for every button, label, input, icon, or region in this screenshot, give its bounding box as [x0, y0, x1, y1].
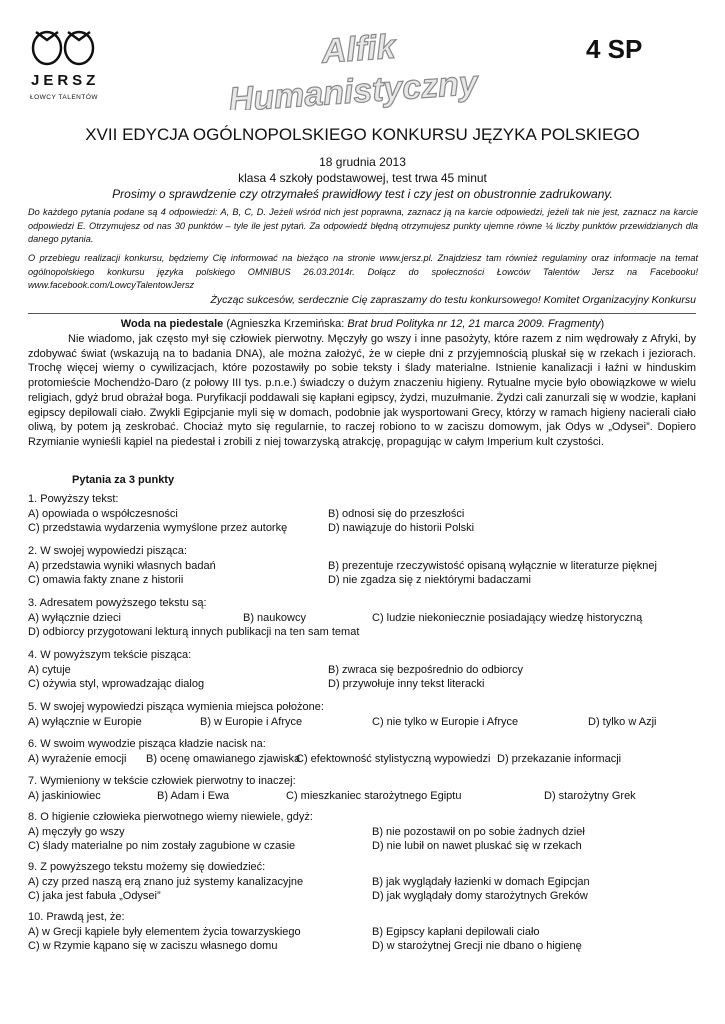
- question-5: [28, 700, 698, 729]
- answer-b: B) zwraca się bezpośrednio do odbiorcy: [328, 663, 524, 676]
- answer-a: A) przedstawia wyniki własnych badań: [28, 559, 216, 572]
- question-text: 5. W swojej wypowiedzi pisząca wymienia miejsca położone:: [28, 701, 324, 713]
- question-text: 7. Wymieniony w tekście człowiek pierwotny to inaczej:: [28, 775, 296, 787]
- answer-a: A) czy przed naszą erą znano już systemy kanalizacyjne: [28, 875, 304, 888]
- greeting-text: Życząc sukcesów, serdecznie Cię zapraszamy do testu konkursowego! Komitet Organizacyjny Konkursu: [210, 294, 696, 306]
- info-text: O przebiegu realizacji konkursu, będziemy Cię informować na bieżąco na stronie www.jersz.pl. Znajdziesz tam również regulaminy oraz informacje na temat ogólnopolskiego konkursu języka polskiego OMNIBUS 26.03.2014r. Dołącz do społeczności Łowców Talentów Jersz na Facebooku! www.facebook.com/LowcyTalentowJersz: [28, 253, 698, 290]
- class-line: klasa 4 szkoły podstawowej, test trwa 45 minut: [238, 171, 487, 185]
- answer-d: D) w starożytnej Grecji nie dbano o higienę: [372, 940, 582, 952]
- answer-a: A) jaskiniowiec: [28, 789, 101, 802]
- question-text: 9. Z powyższego tekstu możemy się dowiedzieć:: [28, 861, 266, 873]
- answer-a: A) wyrażenie emocji: [28, 752, 127, 765]
- text-title: Woda na piedestale: [120, 318, 224, 330]
- answer-b: B) Adam i Ewa: [157, 789, 230, 802]
- answer-a: A) w Grecji kąpiele były elementem życia towarzyskiego: [28, 925, 301, 938]
- answer-b: B) nie pozostawił on po sobie żadnych dzieł: [372, 825, 585, 838]
- answer-d: D) przekazanie informacji: [497, 752, 622, 765]
- answer-b: B) naukowcy: [243, 611, 306, 624]
- contest-logo: [222, 24, 502, 115]
- answer-c: C) efektowność stylistyczną wypowiedzi: [296, 752, 491, 765]
- section-label: Pytania za 3 punkty: [72, 474, 175, 486]
- passage-paragraph: Nie wiadomo, jak często mył się człowiek pierwotny. Męczyły go wszy i inne pasożyty, które razem z nim wędrowały z Afryki, by zdobywać świat (wskazują na to badania DNA), ale można założyć, że w ciepłe dni z przyjemnością pluskał się w rzekach i jeziorach. Trochę więcej wiemy o cywilizacjach, które pozostawiły po sobie teksty i ślady materialne. Istnienie kanalizacji i łaźni w hinduskim protomieście Mochendżo-Daro (z połowy III tys. p.n.e.) świadczy o dużym znaczeniu higieny. Rytualne mycie było obowiązkowe w wielu religiach, gdyż brud obrażał boga. Puryfikacji poddawali się kapłani egipscy, żydzi, muzułmanie. Żydzi cali zanurzali się w wodzie, kapłani egipscy depilowali ciało. Zwykli Egipcjanie myli się w domach, podobnie jak wysportowani Grecy, którzy w ramach higieny nacierali ciało oliwą, by potem ją zeskrobać. Chociaż myto się regularnie, to raczej robiono to w zaciszu domowym, jak Odys w „Odysei”. Dopiero Rzymianie wynieśli kąpiel na piedestał i zrobili z niej towarzyską atrakcję, propagując w całym Imperium kult czystości.: [28, 333, 696, 448]
- page-title: XVII EDYCJA OGÓLNOPOLSKIEGO KONKURSU JĘZYKA POLSKIEGO: [85, 125, 640, 144]
- answer-b: B) w Europie i Afryce: [200, 715, 303, 728]
- answer-b: B) jak wyglądały łazienki w domach Egipcjan: [372, 875, 590, 888]
- question-text: 6. W swoim wywodzie pisząca kładzie nacisk na:: [28, 738, 266, 750]
- answer-a: A) wyłącznie w Europie: [28, 715, 142, 728]
- question-6: [28, 737, 698, 766]
- question-text: 8. O higienie człowieka pierwotnego wiemy niewiele, gdyż:: [28, 811, 313, 823]
- answer-c: C) ożywia styl, wprowadzając dialog: [28, 678, 205, 690]
- answer-a: A) opowiada o współczesności: [28, 507, 178, 520]
- grade-label: 4 SP: [586, 34, 643, 64]
- text-author: (Agnieszka Krzemińska:: [223, 318, 348, 330]
- brand-tagline: ŁOWCY TALENTÓW: [30, 94, 99, 101]
- answer-b: B) ocenę omawianego zjawiska: [146, 752, 301, 765]
- question-1: [28, 492, 698, 536]
- brand-name: JERSZ: [31, 72, 100, 89]
- question-text: 2. W swojej wypowiedzi pisząca:: [28, 545, 187, 557]
- text-source-end: ): [600, 318, 605, 330]
- owl-logo-icon: [30, 26, 96, 75]
- divider: [28, 313, 696, 314]
- answer-c: C) jaka jest fabuła „Odysei”: [28, 890, 161, 902]
- answer-d: D) tylko w Azji: [588, 715, 657, 728]
- question-8: [28, 810, 698, 854]
- rules-text: Do każdego pytania podane są 4 odpowiedzi: A, B, C, D. Jeżeli wśród nich jest poprawna, zaznacz ją na karcie odpowiedzi, jeżeli tak nie jest, zaznacz na karcie odpowiedzi E. Otrzymujesz od nas 30 punktów – tyle ile jest pytań. Za odpowiedź błędną otrzymujesz punkty ujemne równe ¼ liczby punktów przewidzianych dla danego pytania.: [28, 207, 698, 244]
- question-10: [28, 910, 698, 954]
- question-3: [28, 596, 698, 640]
- answer-c: C) w Rzymie kąpano się w zaciszu własnego domu: [28, 940, 278, 952]
- answer-d: D) starożytny Grek: [544, 789, 636, 802]
- answer-a: A) wyłącznie dzieci: [28, 611, 121, 624]
- answer-b: B) prezentuje rzeczywistość opisaną wyłącznie w literaturze pięknej: [328, 559, 657, 572]
- answer-d: D) odbiorcy przygotowani lekturą innych publikacji na ten sam temat: [28, 626, 360, 638]
- question-text: 1. Powyższy tekst:: [28, 493, 119, 505]
- answer-d: D) nie lubił on nawet pluskać się w rzekach: [372, 840, 582, 852]
- text-publication: Brat brud Polityka nr 12, 21 marca 2009. Fragmenty: [347, 318, 601, 330]
- answer-c: C) omawia fakty znane z historii: [28, 574, 184, 586]
- svg-text:Alfik: Alfik: [320, 27, 397, 71]
- question-9: [28, 860, 698, 904]
- answer-b: B) odnosi się do przeszłości: [328, 507, 465, 520]
- answer-c: C) mieszkaniec starożytnego Egiptu: [286, 789, 462, 802]
- answer-a: A) męczyły go wszy: [28, 825, 125, 838]
- answer-d: D) nie zgadza się z niektórymi badaczami: [328, 574, 531, 586]
- answer-d: D) nawiązuje do historii Polski: [328, 522, 475, 534]
- question-4: [28, 648, 698, 692]
- check-notice: Prosimy o sprawdzenie czy otrzymałeś prawidłowy test i czy jest on obustronnie zadrukowany.: [112, 187, 613, 201]
- question-2: [28, 544, 698, 588]
- question-7: [28, 774, 698, 803]
- answer-d: D) przywołuje inny tekst literacki: [328, 678, 485, 690]
- question-text: 10. Prawdą jest, że:: [28, 911, 125, 923]
- answer-c: C) ludzie niekoniecznie posiadający wiedzę historyczną: [372, 611, 643, 624]
- text-source: [0, 318, 725, 330]
- question-text: 4. W powyższym tekście pisząca:: [28, 649, 192, 661]
- answer-c: C) nie tylko w Europie i Afryce: [372, 715, 519, 728]
- answer-d: D) jak wyglądały domy starożytnych Greków: [372, 890, 588, 902]
- svg-text:Humanistyczny: Humanistyczny: [227, 63, 479, 110]
- answer-c: C) przedstawia wydarzenia wymyślone przez autorkę: [28, 522, 288, 534]
- reading-passage: [28, 332, 696, 450]
- answer-b: B) Egipscy kapłani depilowali ciało: [372, 925, 540, 938]
- answer-a: A) cytuje: [28, 663, 71, 676]
- exam-date: 18 grudnia 2013: [319, 155, 406, 169]
- answer-c: C) ślady materialne po nim zostały zagubione w czasie: [28, 840, 296, 852]
- question-text: 3. Adresatem powyższego tekstu są:: [28, 597, 207, 609]
